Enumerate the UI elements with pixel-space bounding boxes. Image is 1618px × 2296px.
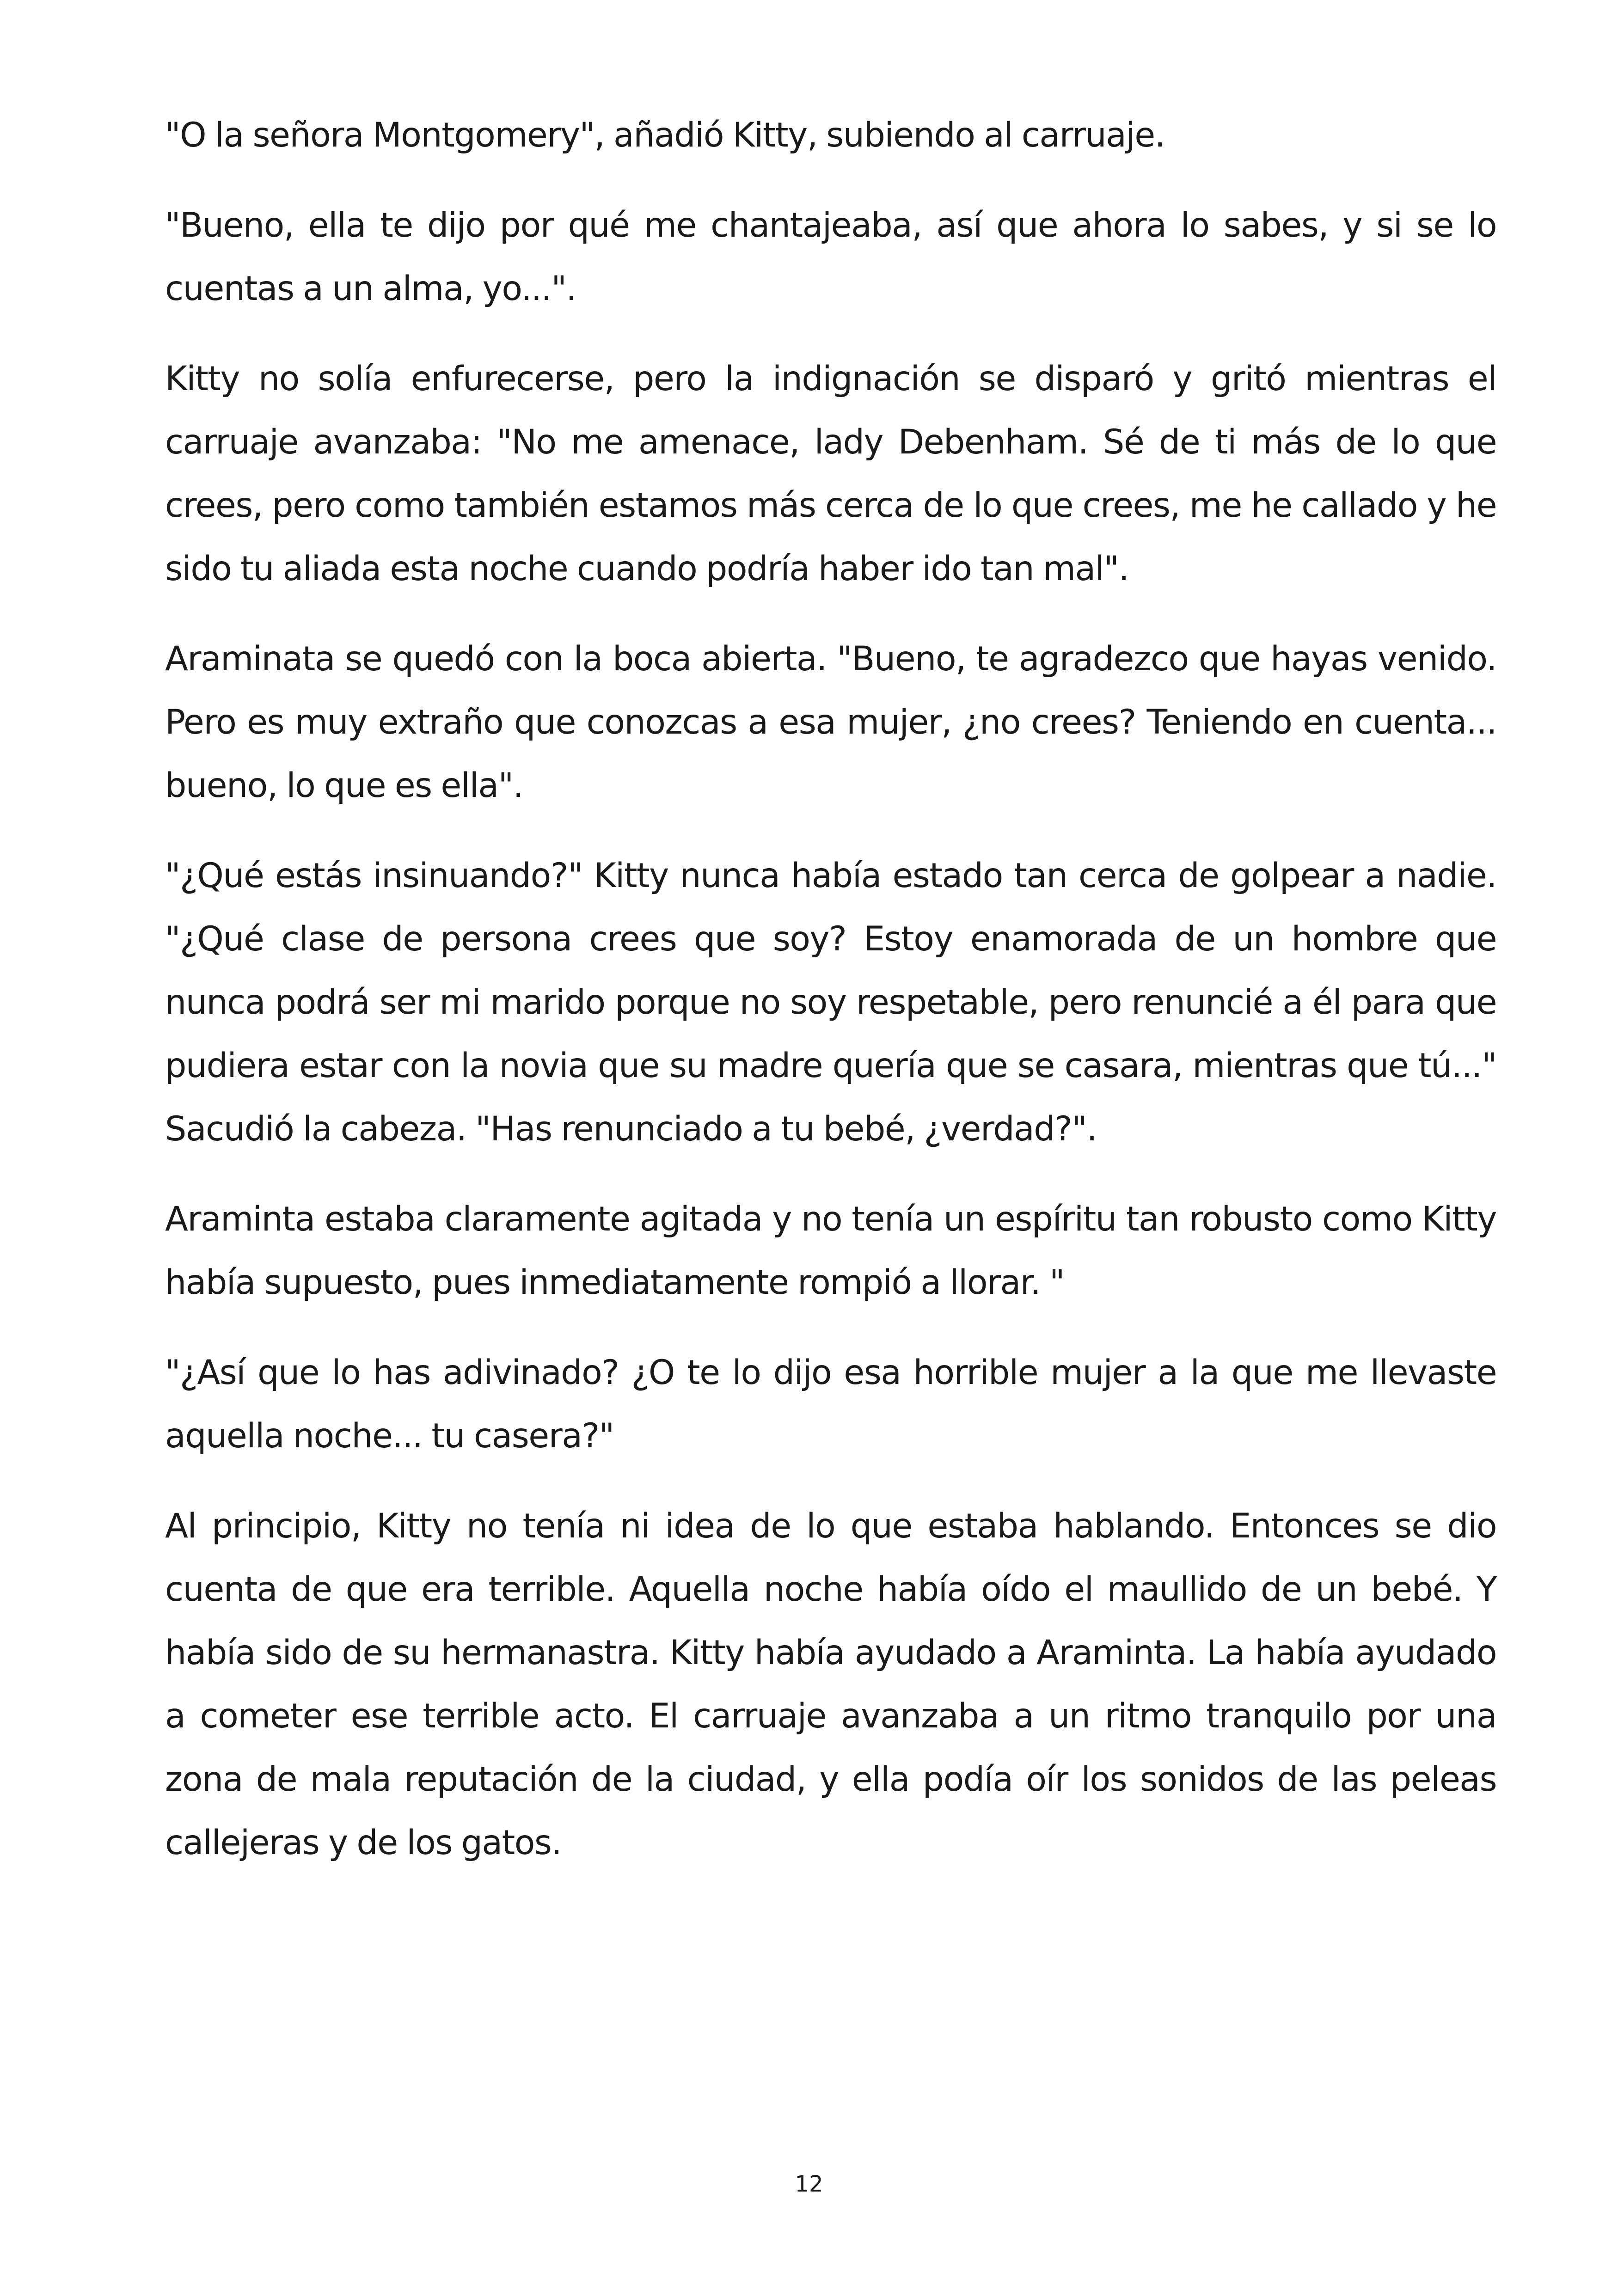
page-number: 12	[795, 2171, 823, 2197]
paragraph-3: Kitty no solía enfurecerse, pero la indignación se disparó y gritó mientras el carruaje avanzaba: "No me amenace, lady Debenham. Sé de ti más de lo que crees, pero como también estamos más cerca de lo que crees, me he callado y he sido tu aliada esta noche cuando podría haber ido tan mal".	[165, 359, 1496, 588]
paragraph-8: Al principio, Kitty no tenía ni idea de lo que estaba hablando. Entonces se dio cuenta de que era terrible. Aquella noche había oído el maullido de un bebé. Y había sido de su hermanastra. Kitty había ayudado a Araminta. La había ayudado a cometer ese terrible acto. El carruaje avanzaba a un ritmo tranquilo por una zona de mala reputación de la ciudad, y ella podía oír los sonidos de las peleas callejeras y de los gatos.	[165, 1506, 1496, 1862]
paragraph-1: "O la señora Montgomery", añadió Kitty, subiendo al carruaje.	[165, 116, 1165, 155]
paragraph-7: "¿Así que lo has adivinado? ¿O te lo dijo esa horrible mujer a la que me llevaste aquella noche... tu casera?"	[165, 1353, 1496, 1456]
paragraph-4: Araminata se quedó con la boca abierta. "Bueno, te agradezco que hayas venido. Pero es muy extraño que conozcas a esa mujer, ¿no crees? Teniendo en cuenta... bueno, lo que es ella".	[165, 639, 1496, 805]
paragraph-6: Araminta estaba claramente agitada y no tenía un espíritu tan robusto como Kitty había supuesto, pues inmediatamente rompió a llorar. "	[165, 1200, 1496, 1302]
paragraph-2: "Bueno, ella te dijo por qué me chantajeaba, así que ahora lo sabes, y si se lo cuentas a un alma, yo...".	[165, 206, 1496, 308]
paragraph-5: "¿Qué estás insinuando?" Kitty nunca había estado tan cerca de golpear a nadie. "¿Qué clase de persona crees que soy? Estoy enamorada de un hombre que nunca podrá ser mi marido porque no soy respetable, pero renuncié a él para que pudiera estar con la novia que su madre quería que se casara, mientras que tú..." Sacudió la cabeza. "Has renunciado a tu bebé, ¿verdad?".	[165, 856, 1496, 1149]
text-body	[165, 104, 1496, 1901]
